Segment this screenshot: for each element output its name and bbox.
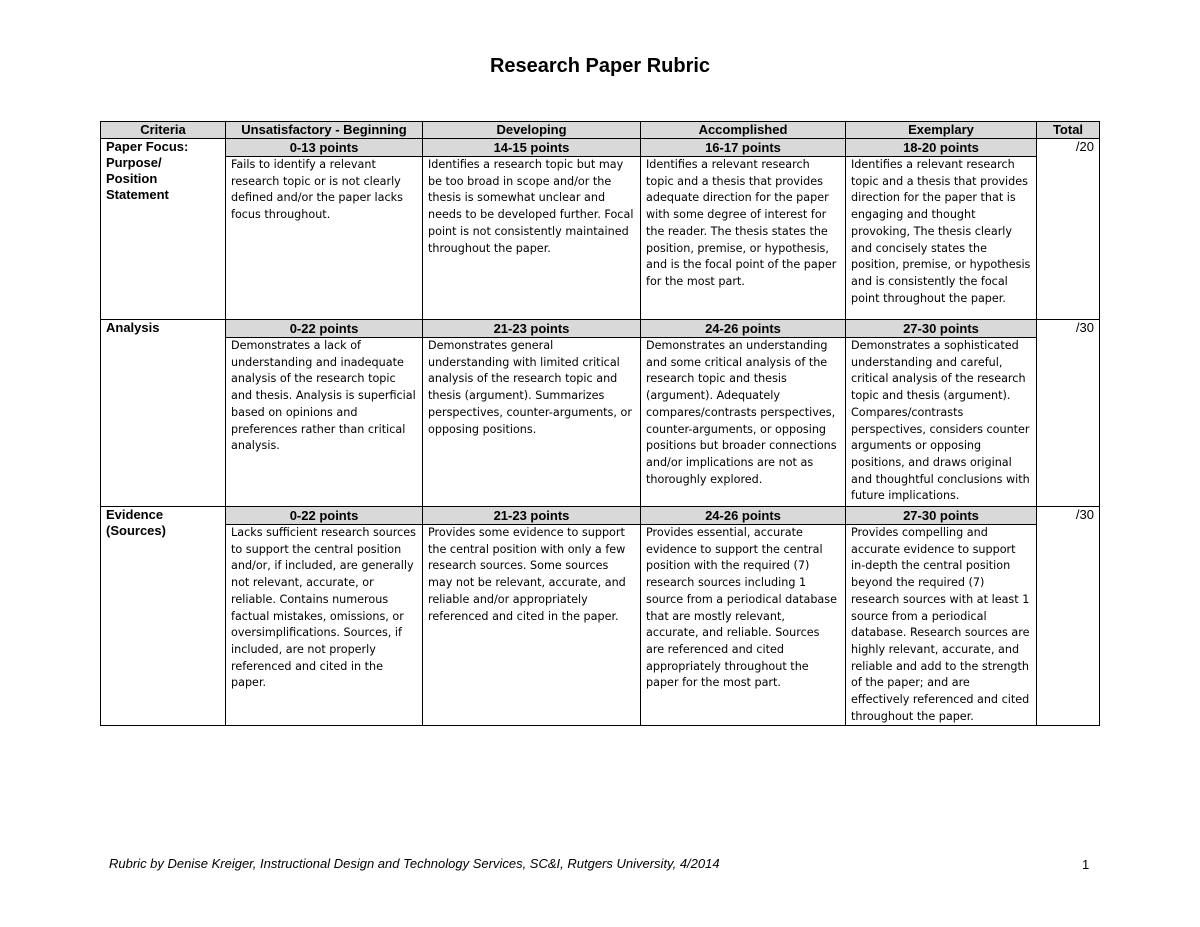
description-row (101, 157, 1100, 320)
points-cell: 18-20 points (846, 139, 1037, 157)
header-criteria: Criteria (101, 122, 226, 139)
points-row (101, 507, 1100, 525)
points-cell: 0-22 points (226, 507, 423, 525)
header-accomplished: Accomplished (641, 122, 846, 139)
footer-credit: Rubric by Denise Kreiger, Instructional Design and Technology Services, SC&I, Rutgers University, 4/2014 (109, 856, 720, 871)
points-cell: 14-15 points (423, 139, 641, 157)
points-cell: 16-17 points (641, 139, 846, 157)
header-developing: Developing (423, 122, 641, 139)
total-cell: /20 (1037, 139, 1100, 320)
points-cell: 0-13 points (226, 139, 423, 157)
total-cell: /30 (1037, 320, 1100, 507)
rubric-table (100, 121, 1100, 726)
description-cell: Lacks sufficient research sources to support the central position and/or, if included, are generally not relevant, accurate, or reliable. Contains numerous factual mistakes, omissions, or oversimplifications. Sources, if included, are not properly referenced and cited in the paper. (226, 525, 423, 726)
points-cell: 21-23 points (423, 320, 641, 338)
description-row (101, 338, 1100, 507)
criteria-label: Paper Focus: Purpose/ Position Statement (106, 139, 189, 202)
header-total: Total (1037, 122, 1100, 139)
description-row (101, 525, 1100, 726)
points-cell: 0-22 points (226, 320, 423, 338)
points-row (101, 139, 1100, 157)
description-cell: Provides compelling and accurate evidence to support in-depth the central position beyond the required (7) research sources with at least 1 source from a periodical database. Research sources are highly relevant, accurate, and reliable and add to the strength of the paper; and are effectively referenced and cited throughout the paper. (846, 525, 1037, 726)
description-cell: Provides essential, accurate evidence to support the central position with the required (7) research sources including 1 source from a periodical database that are mostly relevant, accurate, and reliable. Sources are referenced and cited appropriately throughout the paper for the most part. (641, 525, 846, 726)
description-cell: Demonstrates a sophisticated understanding and careful, critical analysis of the research topic and thesis (argument). Compares/contrasts perspectives, considers counter arguments or opposing positions, and draws original and thoughtful conclusions with future implications. (846, 338, 1037, 507)
description-cell: Identifies a research topic but may be too broad in scope and/or the thesis is somewhat unclear and needs to be developed further. Focal point is not consistently maintained throughout the paper. (423, 157, 641, 320)
description-cell: Identifies a relevant research topic and a thesis that provides direction for the paper that is engaging and thought provoking, The thesis clearly and concisely states the position, premise, or hypothesis and is consistently the focal point throughout the paper. (846, 157, 1037, 320)
criteria-label: Evidence (Sources) (106, 507, 166, 538)
description-cell: Identifies a relevant research topic and a thesis that provides adequate direction for the paper with some degree of interest for the reader. The thesis states the position, premise, or hypothesis, and is the focal point of the paper for the most part. (641, 157, 846, 320)
description-cell: Demonstrates general understanding with limited critical analysis of the research topic and thesis (argument). Summarizes perspectives, counter-arguments, or opposing positions. (423, 338, 641, 507)
header-exemplary: Exemplary (846, 122, 1037, 139)
description-cell: Demonstrates a lack of understanding and inadequate analysis of the research topic and thesis. Analysis is superficial based on opinions and preferences rather than critical analysis. (226, 338, 423, 507)
points-row (101, 320, 1100, 338)
header-unsatisfactory: Unsatisfactory - Beginning (226, 122, 423, 139)
points-cell: 24-26 points (641, 507, 846, 525)
criteria-analysis (101, 320, 226, 507)
points-cell: 24-26 points (641, 320, 846, 338)
criteria-label: Analysis (106, 320, 160, 335)
header-row (101, 122, 1100, 139)
description-cell: Fails to identify a relevant research topic or is not clearly defined and/or the paper lacks focus throughout. (226, 157, 423, 320)
points-cell: 21-23 points (423, 507, 641, 525)
points-cell: 27-30 points (846, 320, 1037, 338)
page-number: 1 (1082, 857, 1090, 872)
total-cell: /30 (1037, 507, 1100, 726)
points-cell: 27-30 points (846, 507, 1037, 525)
criteria-evidence (101, 507, 226, 726)
description-cell: Demonstrates an understanding and some critical analysis of the research topic and thesis (argument). Adequately compares/contrasts perspectives, counter-arguments, or opposing positions but broader connections and/or implications are not as thoroughly explored. (641, 338, 846, 507)
page-title: Research Paper Rubric (489, 55, 711, 77)
criteria-paper-focus (101, 139, 226, 320)
description-cell: Provides some evidence to support the central position with only a few research sources. Some sources may not be relevant, accurate, and reliable and/or appropriately referenced and cited in the paper. (423, 525, 641, 726)
